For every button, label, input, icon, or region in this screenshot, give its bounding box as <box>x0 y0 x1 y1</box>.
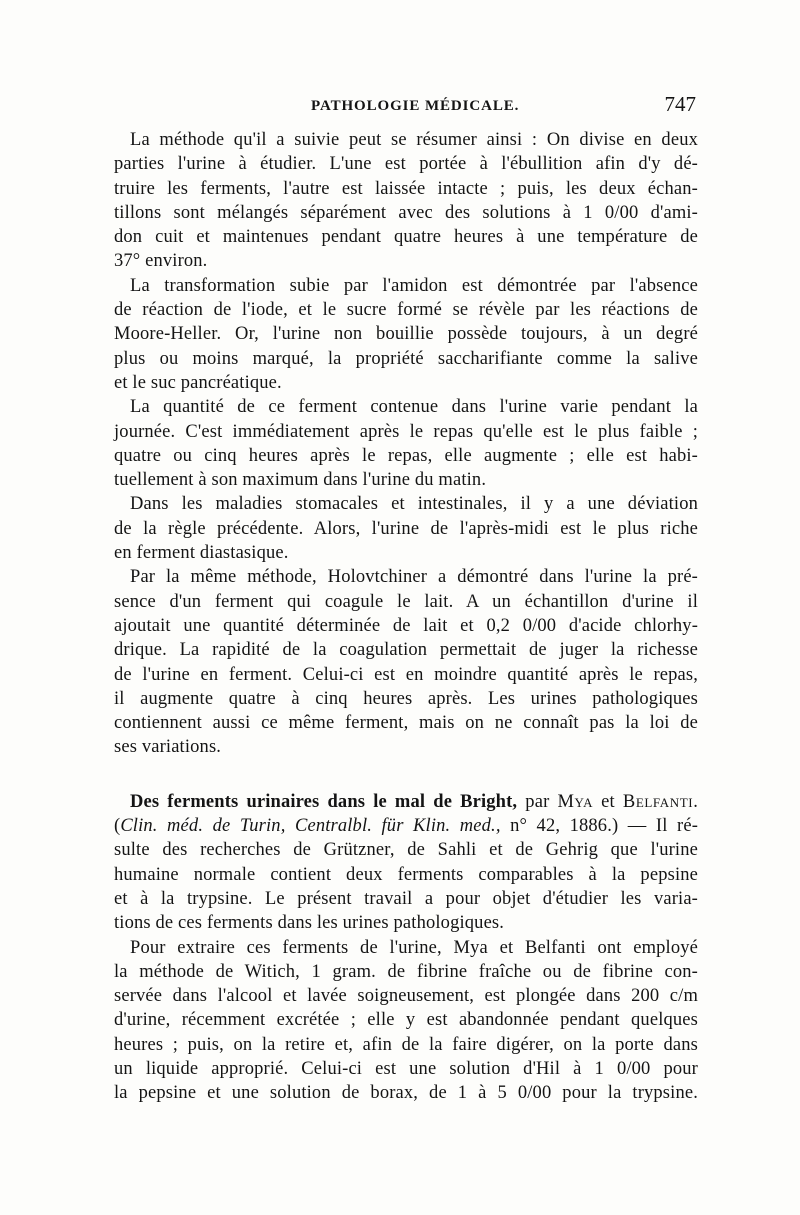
text-line: et à la trypsine. Le présent travail a pour objet d'étudier les varia- <box>114 888 698 909</box>
article-heading <box>114 790 698 814</box>
text-line: quatre ou cinq heures après le repas, elle augmente ; elle est habi- <box>114 445 698 466</box>
text-line: contiennent aussi ce même ferment, mais on ne connaît pas la loi de <box>114 713 698 734</box>
text-line: don cuit et maintenues pendant quatre heures à une température de <box>114 227 698 248</box>
text-line: servée dans l'alcool et lavée soigneusement, est plongée dans 200 c/m <box>114 986 698 1007</box>
text-line: Dans les maladies stomacales et intestinales, il y a une déviation <box>130 494 698 515</box>
running-title: PATHOLOGIE MÉDICALE. <box>311 98 520 114</box>
text-line: drique. La rapidité de la coagulation permettait de juger la richesse <box>114 640 698 661</box>
text-line: de l'urine en ferment. Celui-ci est en moindre quantité après le repas, <box>114 664 698 685</box>
text-line: tions de ces ferments dans les urines pathologiques. <box>114 913 505 934</box>
text-line: sulte des recherches de Grützner, de Sahli et de Gehrig que l'urine <box>114 840 698 861</box>
text-line: la pepsine et une solution de borax, de 1 à 5 0/00 pour la trypsine. <box>114 1083 698 1104</box>
text-line: la méthode de Witich, 1 gram. de fibrine fraîche ou de fibrine con- <box>114 961 698 982</box>
text-line: La quantité de ce ferment contenue dans l'urine varie pendant la <box>130 397 698 418</box>
text-line: ses variations. <box>114 737 222 758</box>
text-line: d'urine, récemment excrétée ; elle y est abandonnée pendant quelques <box>114 1010 698 1031</box>
section-gap <box>114 760 698 790</box>
text-line: 37° environ. <box>114 251 208 272</box>
text-line: ajoutait une quantité déterminée de lait et 0,2 0/00 d'acide chlorhy- <box>114 615 698 636</box>
ref-journal: Centralbl. für Klin. med., <box>285 816 501 837</box>
text-line: Pour extraire ces ferments de l'urine, Mya et Belfanti ont employé <box>130 937 698 958</box>
text-line: journée. C'est immédiatement après le repas qu'elle est le plus faible ; <box>114 421 698 442</box>
text-line: Par la même méthode, Holovtchiner a démontré dans l'urine la pré- <box>130 567 698 588</box>
text-line: de la règle précédente. Alors, l'urine de l'après-midi est le plus riche <box>114 518 698 539</box>
article-reference <box>114 814 698 838</box>
text-line: plus ou moins marqué, la propriété saccharifiante comme la salive <box>114 348 698 369</box>
text-line: tuellement à son maximum dans l'urine du matin. <box>114 470 487 491</box>
ref-journal: Clin. méd. de Turin, <box>120 816 286 837</box>
text-line: et le suc pancréatique. <box>114 372 282 393</box>
article-author: Mya <box>557 791 594 812</box>
text-line: heures ; puis, on la retire et, afin de la faire digérer, on la porte dans <box>114 1034 698 1055</box>
text-line: il augmente quatre à cinq heures après. Les urines pathologiques <box>114 688 698 709</box>
text-line: truire les ferments, l'autre est laissée intacte ; puis, les deux échan- <box>114 178 698 199</box>
text-line: de réaction de l'iode, et le sucre formé se révèle par les réactions de <box>114 300 698 321</box>
article-and: et <box>593 791 623 812</box>
text-line: tillons sont mélangés séparément avec des solutions à 1 0/00 d'ami- <box>114 202 698 223</box>
body-text <box>114 128 698 1106</box>
ref-open: ( <box>114 816 121 837</box>
text-line: humaine normale contient deux ferments comparables à la pepsine <box>114 864 698 885</box>
text-line: sence d'un ferment qui coagule le lait. A un échantillon d'urine il <box>114 591 698 612</box>
ref-rest: n° 42, 1886.) — Il ré- <box>500 816 699 837</box>
text-line: en ferment diastasique. <box>114 543 289 564</box>
article-author: Belfanti <box>622 791 694 812</box>
article-by: par <box>517 791 558 812</box>
text-line: parties l'urine à étudier. L'une est portée à l'ébullition afin d'y dé- <box>114 154 698 175</box>
text-line: La méthode qu'il a suivie peut se résumer ainsi : On divise en deux <box>130 130 698 150</box>
text-line: un liquide approprié. Celui-ci est une solution d'Hil à 1 0/00 pour <box>114 1058 698 1079</box>
text-line: Moore-Heller. Or, l'urine non bouillie possède toujours, à un degré <box>114 324 698 345</box>
page-number: 747 <box>664 92 696 116</box>
text-line: La transformation subie par l'amidon est démontrée par l'absence <box>130 275 698 296</box>
article-title: Des ferments urinaires dans le mal de Bright, <box>130 791 518 812</box>
article-period: . <box>693 791 699 812</box>
running-header <box>114 92 698 122</box>
